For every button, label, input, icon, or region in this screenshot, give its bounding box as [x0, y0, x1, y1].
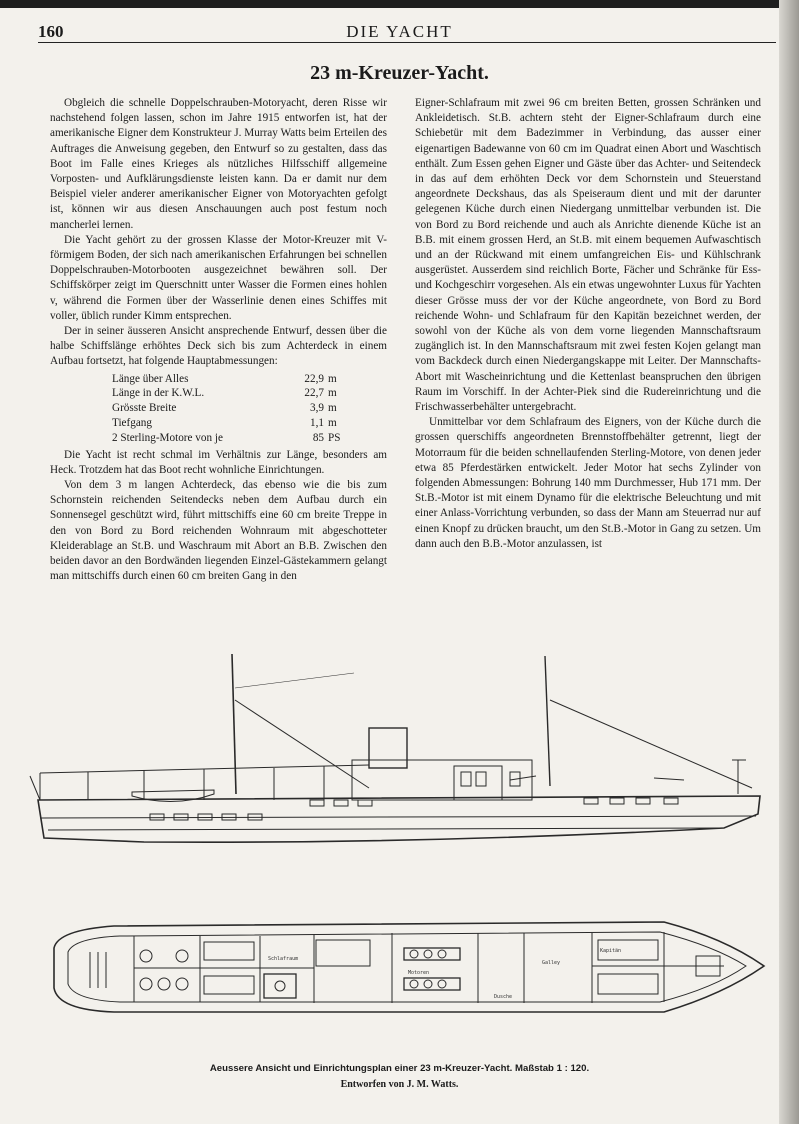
paragraph: Eigner-Schlafraum mit zwei 96 cm breiten Betten, grossen Schränken und Ankleidetisch. St.B. achtern steht der Eigner-Schlafraum durch eine Schiebetür mit dem Badezimmer in Verbindung, das ausser einer eigenartigen Badewanne von 60 cm im Quadrat einen Abort und Waschtisch enthält. Zum Essen gehen Eigner und Gäste über das Achter- und Seitendeck in das auf dem erhöhten Deck vor dem Schornstein und Steuerstand angeordnete Deckshaus, das als Speiseraum dient und mit der darunter gelegenen Küche durch einen Niedergang unmittelbar verbunden ist. Die von Bord zu Bord reichende und auch als Anrichte dienende Küche ist an B.B. mit einem grossen Herd, an St.B. mit einem bequemen Aufwaschtisch und an der Rückwand mit einem umfangreichen Eis- und Kühlschrank ausgerüstet. Ausserdem sind reichlich Borte, Fächer und Schränke für Ess- und Kochgeschirr vorgesehen. Als ein etwas ungewohnter Luxus für Yachten dieser Grösse muss der vor der Küche angeordnete, von Bord zu Bord reichende Wohn- und Schlafraum für den Kapitän bezeichnet werden, der sowohl von der Küche als von dem vorne liegenden Mannschaftsraum zugänglich ist. In den Mannschaftsraum mit zwei festen Kojen gelangt man vom Backdeck durch einen Niedergangskappe mit Leiter. Der Mannschafts-Abort mit Wascheinrichtung und die Kettenlast beanspruchen den übrigen Raum im Vorschiff. In der Achter-Piek sind die Rudereinrichtung und die Frischwasserbehälter untergebracht. [415, 97, 761, 414]
caption-line [0, 1061, 799, 1077]
dimension-unit: m [328, 387, 337, 400]
article-title: 23 m-Kreuzer-Yacht. [310, 62, 489, 84]
header-rule [38, 42, 776, 43]
plan-label: Schlafraum [268, 956, 299, 962]
dimension-label: 2 Sterling-Motore von je [112, 431, 223, 444]
dimensions-table [112, 372, 340, 446]
dimension-unit: m [328, 417, 337, 430]
plan-view [54, 922, 764, 1012]
dimension-unit: m [328, 372, 337, 385]
scan-top-border [0, 0, 799, 8]
plan-label: Galley [542, 960, 561, 966]
caption-scale: Maßstab 1 : 120. [515, 1063, 590, 1074]
dimension-label: Länge in der K.W.L. [112, 387, 205, 400]
paragraph: Die Yacht ist recht schmal im Verhältnis zur Länge, besonders am Heck. Trotzdem hat das Boot recht wohnliche Einrichtungen. [50, 448, 387, 476]
table-row [112, 401, 340, 416]
dimension-value: 22,7 [304, 387, 324, 400]
paragraph: Der in seiner äusseren Ansicht ansprechende Entwurf, dessen über die halbe Schiffslänge erhöhtes Deck sich bis zum Achterdeck in einem Aufbau fortsetzt, hat folgende Hauptabmessungen: [50, 325, 387, 368]
page-number: 160 [38, 22, 64, 41]
table-row [112, 431, 340, 446]
scan-binding-shadow [779, 0, 799, 1124]
dimension-label: Tiefgang [112, 417, 152, 430]
table-row [112, 386, 340, 401]
paragraph: Obgleich die schnelle Doppelschrauben-Motoryacht, deren Risse wir nachstehend folgen lassen, schon im Jahre 1915 entworfen ist, hat der amerikanische Eigner dem Konstrukteur J. Murray Watts beim Erteilen des Auftrages die Anweisung gegeben, den Entwurf so zu gestalten, dass das Boot im Falle eines Krieges als nützliches Hilfsschiff allgemeine Vorposten- und Aufklärungsdienste leisten kann. Da er damit nur dem Beispiel vieler anderer amerikanischer Eigner von Motoryachten gefolgt ist, können wir aus diesen Anschauungen auch post festum noch mancherlei lernen. [50, 97, 387, 231]
plan-label: Kapitän [600, 948, 622, 954]
table-row [112, 416, 340, 431]
plan-label: Motoren [408, 970, 430, 976]
left-column [50, 96, 387, 584]
dimension-value: 1,1 [310, 417, 324, 430]
caption-main: Aeussere Ansicht und Einrichtungsplan einer 23 m-Kreuzer-Yacht. [209, 1063, 513, 1074]
profile-view [30, 654, 760, 842]
plan-label: Dusche [494, 994, 513, 1000]
paragraph: Die Yacht gehört zu der grossen Klasse der Motor-Kreuzer mit V-förmigem Boden, der sich nach amerikanischen Erfahrungen bei schnellen Doppelschrauben-Motorbooten ausgezeichnet bewähren soll. Der Schiffskörper zeigt im Querschnitt unter Wasser die Formen eines hohlen v, während die Formen über der Wasserlinie denen eines Schiffes mit voller, üblich runder Kimm entsprechen. [50, 233, 387, 322]
yacht-drawing [24, 648, 774, 1060]
figure-caption [0, 1061, 799, 1093]
paragraph: Unmittelbar vor dem Schlafraum des Eigners, von der Küche durch die grossen querschiffs angeordneten Brennstoffbehälter getrennt, liegt der Motorraum für die beiden schnellaufenden Sterling-Motore, von denen jeder etwa 85 Pferdestärken entwickelt. Jeder Motor hat sechs Zylinder von folgenden Abmessungen: Bohrung 140 mm Durchmesser, Hub 171 mm. Der St.B.-Motor ist mit einem Dynamo für die elektrische Beleuchtung und mit einer Anlass-Vorrichtung verbunden, so dass der Mann am Steuerrad nur auf einen Knopf zu drücken braucht, um den St.B.-Motor in Gang zu setzen. Um dann auch den B.B.-Motor anzulassen, ist [415, 416, 761, 550]
running-title: DIE YACHT [346, 22, 453, 41]
dimension-value: 22,9 [304, 372, 324, 385]
dimension-label: Grösste Breite [112, 402, 177, 415]
table-row [112, 372, 340, 387]
right-column [415, 96, 761, 552]
dimension-label: Länge über Alles [112, 372, 189, 385]
dimension-unit: m [328, 402, 337, 415]
dimension-value: 85 [312, 431, 324, 444]
dimension-unit: PS [328, 431, 341, 444]
paragraph: Von dem 3 m langen Achterdeck, das ebenso wie die bis zum Schornstein reichenden Seitendecks neben dem Aufbau durch ein Sonnensegel geschützt wird, führt mittschiffs eine 60 cm breite Treppe in den von Bord zu Bord reichenden Wohnraum mit abgeschotteter Kleiderablage an St.B. und Waschraum mit Abort an B.B. Zwischen den beiden davor an den Bordwänden liegenden Einzel-Gästekammern gelangt man mittschiffs durch einen 60 cm breiten Gang in den [50, 479, 387, 583]
dimension-value: 3,9 [310, 402, 324, 415]
caption-author: Entworfen von J. M. Watts. [340, 1079, 459, 1090]
